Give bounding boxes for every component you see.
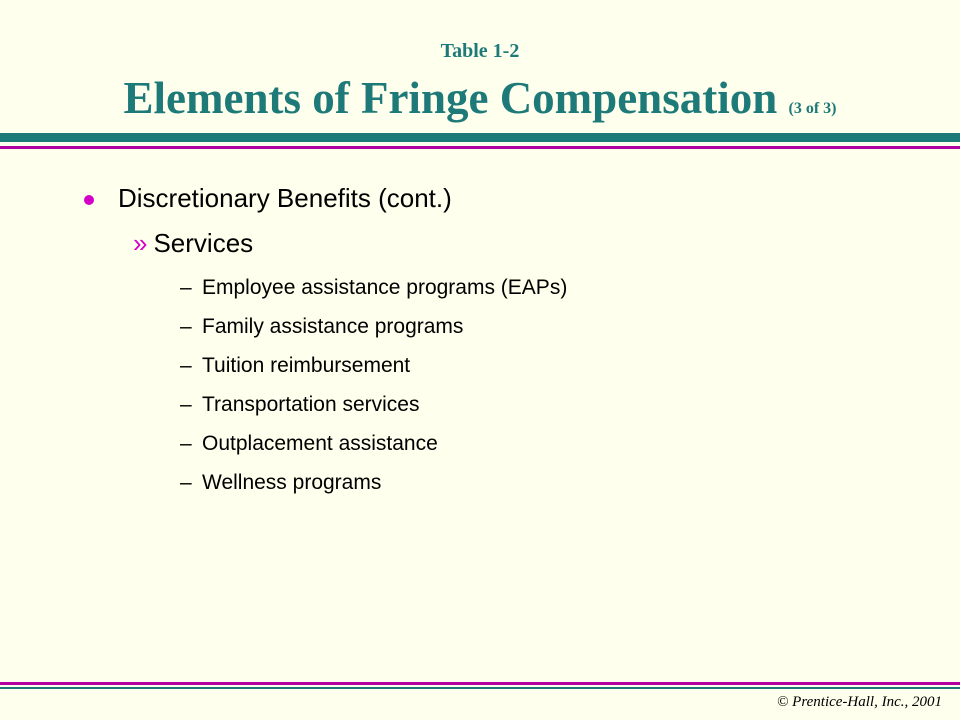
list-item — [180, 312, 567, 351]
list-item — [180, 468, 567, 507]
list-item-text: Tuition reimbursement — [202, 354, 411, 377]
list-item-text: Transportation services — [202, 393, 420, 416]
list-item — [180, 429, 567, 468]
dash-marker: – — [180, 315, 192, 338]
footer-divider-teal — [0, 687, 960, 689]
dash-marker: – — [180, 276, 192, 299]
list-item — [180, 273, 567, 312]
title-divider-purple — [0, 146, 960, 149]
list-item — [180, 390, 567, 429]
dash-marker: – — [180, 393, 192, 416]
list-item — [180, 351, 567, 390]
dash-marker: – — [180, 471, 192, 494]
dash-marker: – — [180, 354, 192, 377]
copyright-footer: © Prentice-Hall, Inc., 2001 — [777, 694, 942, 710]
services-list — [180, 273, 567, 507]
list-item-text: Family assistance programs — [202, 315, 464, 338]
slide-title-text: Elements of Fringe Compensation — [123, 73, 778, 123]
bullet-dot-icon — [84, 195, 94, 205]
list-item-text: Wellness programs — [202, 471, 382, 494]
list-item-text: Employee assistance programs (EAPs) — [202, 276, 568, 299]
list-item-text: Outplacement assistance — [202, 432, 438, 455]
chevron-marker-icon: » — [133, 228, 148, 258]
bullet-level2 — [133, 228, 253, 259]
footer-divider-purple — [0, 682, 960, 685]
slide-title — [0, 66, 960, 141]
table-label: Table 1-2 — [440, 40, 520, 62]
bullet-level1-text: Discretionary Benefits (cont.) — [118, 183, 452, 213]
slide-part-indicator: (3 of 3) — [788, 100, 837, 117]
dash-marker: – — [180, 432, 192, 455]
title-divider-teal — [0, 133, 960, 142]
bullet-level2-text: Services — [153, 228, 254, 258]
